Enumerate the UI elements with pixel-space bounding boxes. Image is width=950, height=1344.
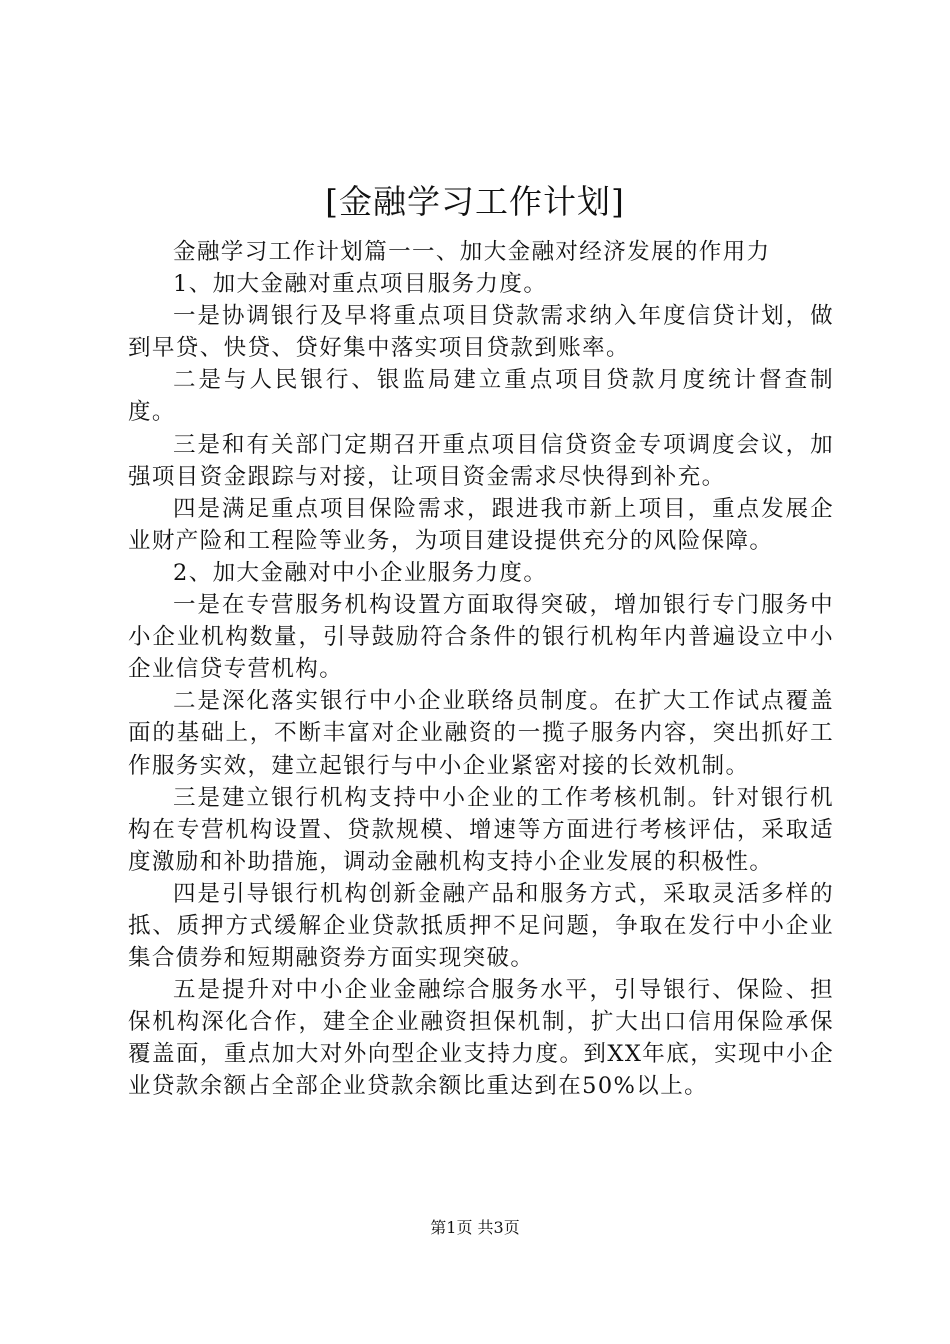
document-title: [金融学习工作计划]: [325, 182, 625, 221]
paragraph: 四是引导银行机构创新金融产品和服务方式，采取灵活多样的抵、质押方式缓解企业贷款抵质押不足问题，争取在发行中小企业集合债券和短期融资券方面实现突破。: [128, 880, 834, 972]
paragraph-heading-1: 1、加大金融对重点项目服务力度。: [173, 271, 548, 298]
page-number-footer: 第1页 共3页: [430, 1218, 520, 1237]
paragraph: 三是和有关部门定期召开重点项目信贷资金专项调度会议，加强项目资金跟踪与对接，让项目资金需求尽快得到补充。: [128, 431, 834, 490]
paragraph-intro: 金融学习工作计划篇一一、加大金融对经济发展的作用力: [173, 239, 771, 265]
paragraph: 四是满足重点项目保险需求，跟进我市新上项目，重点发展企业财产险和工程险等业务，为项目建设提供充分的风险保障。: [128, 495, 834, 554]
paragraph-heading-2: 2、加大金融对中小企业服务力度。: [173, 559, 548, 586]
paragraph: 一是在专营服务机构设置方面取得突破，增加银行专门服务中小企业机构数量，引导鼓励符合条件的银行机构年内普遍设立中小企业信贷专营机构。: [128, 592, 834, 683]
paragraph: 三是建立银行机构支持中小企业的工作考核机制。针对银行机构在专营机构设置、贷款规模、增速等方面进行考核评估，采取适度激励和补助措施，调动金融机构支持小企业发展的积极性。: [128, 784, 834, 875]
document-body: [128, 236, 834, 1103]
paragraph: 五是提升对中小企业金融综合服务水平，引导银行、保险、担保机构深化合作，建全企业融资担保机制，扩大出口信用保险承保覆盖面，重点加大对外向型企业支持力度。到XX年底，实现中小企业贷款余额占全部企业贷款余额比重达到在50%以上。: [128, 977, 834, 1100]
paragraph: 一是协调银行及早将重点项目贷款需求纳入年度信贷计划，做到早贷、快贷、贷好集中落实项目贷款到账率。: [128, 303, 834, 362]
paragraph: 二是与人民银行、银监局建立重点项目贷款月度统计督查制度。: [128, 367, 834, 426]
paragraph: 二是深化落实银行中小企业联络员制度。在扩大工作试点覆盖面的基础上，不断丰富对企业融资的一揽子服务内容，突出抓好工作服务实效，建立起银行与中小企业紧密对接的长效机制。: [128, 688, 834, 779]
